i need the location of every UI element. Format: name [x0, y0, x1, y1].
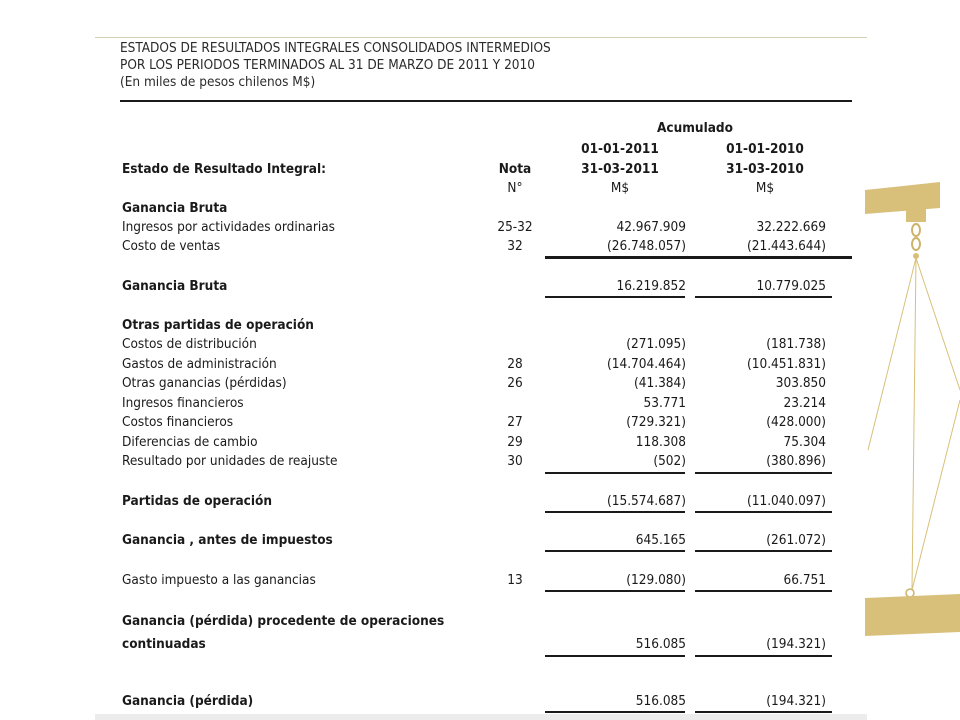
total-rule-2010	[695, 511, 832, 513]
table-row-value-2010: 303.850	[775, 375, 826, 391]
table-row-label: continuadas	[122, 636, 206, 652]
table-row-label: Ganancia (pérdida) procedente de operaciones	[122, 613, 445, 629]
col-2010-to: 31-03-2010	[726, 161, 804, 177]
total-rule-2010	[695, 550, 832, 552]
subtotal-rule-2010	[695, 472, 832, 474]
total-rule-2010	[695, 655, 832, 657]
table-row-value-2010: (10.451.831)	[747, 356, 826, 372]
table-row-label: Ganancia (pérdida)	[122, 693, 254, 709]
total-rule-2010	[695, 711, 832, 713]
table-row-value-2011: 16.219.852	[616, 278, 686, 294]
table-row-value-2010: 32.222.669	[756, 219, 826, 235]
table-row-label: Ganancia Bruta	[122, 278, 228, 294]
table-row-label: Ingresos financieros	[122, 395, 244, 411]
total-rule-2011	[545, 711, 685, 713]
statement-label: Estado de Resultado Integral:	[122, 161, 326, 177]
table-row-value-2010: 75.304	[783, 434, 826, 450]
table-row-value-2010: (194.321)	[766, 636, 826, 652]
subtotal-rule-2011	[545, 590, 685, 592]
total-rule-2011	[545, 296, 685, 298]
header-divider	[120, 100, 852, 102]
table-row-label: Partidas de operación	[122, 493, 273, 509]
col-2010-from: 01-01-2010	[726, 141, 804, 157]
table-row-value-2011: (502)	[653, 453, 686, 469]
table-row-value-2011: 516.085	[635, 636, 686, 652]
table-row-label: Diferencias de cambio	[122, 434, 258, 450]
table-row-value-2011: 118.308	[635, 434, 686, 450]
table-row-nota: 28	[507, 356, 523, 372]
subtotal-rule	[545, 256, 852, 259]
table-row-label: Otras ganancias (pérdidas)	[122, 375, 287, 391]
table-row-label: Costos de distribución	[122, 336, 257, 352]
table-row-nota: 32	[507, 238, 523, 254]
table-row-nota: 13	[507, 572, 523, 588]
report-period: POR LOS PERIODOS TERMINADOS AL 31 DE MARZO DE 2011 Y 2010	[120, 57, 535, 73]
col-2011-from: 01-01-2011	[581, 141, 659, 157]
table-row-value-2010: (428.000)	[766, 414, 826, 430]
table-row-nota: 30	[507, 453, 523, 469]
col-2011-unit: M$	[610, 180, 630, 196]
table-row-label: Otras partidas de operación	[122, 317, 314, 333]
table-row-value-2011: (15.574.687)	[607, 493, 686, 509]
table-row-value-2010: (261.072)	[766, 532, 826, 548]
col-2010-unit: M$	[755, 180, 775, 196]
report-currency-note: (En miles de pesos chilenos M$)	[120, 74, 316, 90]
table-row-label: Costos financieros	[122, 414, 234, 430]
table-row-value-2011: (129.080)	[626, 572, 686, 588]
col-2011-to: 31-03-2011	[581, 161, 659, 177]
scales-of-justice-icon	[860, 180, 960, 640]
nota-number-header: N°	[507, 180, 523, 196]
table-row-value-2011: 53.771	[643, 395, 686, 411]
table-row-value-2010: (181.738)	[766, 336, 826, 352]
table-row-label: Resultado por unidades de reajuste	[122, 453, 338, 469]
subtotal-rule-2010	[695, 590, 832, 592]
table-row-label: Gastos de administración	[122, 356, 277, 372]
table-row-label: Costo de ventas	[122, 238, 221, 254]
table-row-value-2011: (14.704.464)	[607, 356, 686, 372]
table-row-nota: 26	[507, 375, 523, 391]
total-rule-2011	[545, 511, 685, 513]
table-row-value-2011: 645.165	[635, 532, 686, 548]
acumulado-header: Acumulado	[657, 120, 733, 136]
top-divider	[95, 37, 867, 38]
table-row-value-2010: (11.040.097)	[747, 493, 826, 509]
table-row-value-2011: (271.095)	[626, 336, 686, 352]
table-row-value-2010: (21.443.644)	[747, 238, 826, 254]
table-row-value-2010: (380.896)	[766, 453, 826, 469]
total-rule-2011	[545, 550, 685, 552]
table-row-value-2011: 42.967.909	[616, 219, 686, 235]
table-row-value-2011: (41.384)	[634, 375, 686, 391]
table-row-label: Gasto impuesto a las ganancias	[122, 572, 316, 588]
table-row-value-2010: (194.321)	[766, 693, 826, 709]
nota-header: Nota	[498, 161, 532, 177]
table-row-label: Ganancia , antes de impuestos	[122, 532, 333, 548]
table-row-nota: 29	[507, 434, 523, 450]
total-rule-2011	[545, 655, 685, 657]
table-row-value-2010: 23.214	[783, 395, 826, 411]
report-header	[120, 40, 551, 91]
subtotal-rule-2011	[545, 472, 685, 474]
total-rule-2010	[695, 296, 832, 298]
table-row-nota: 27	[507, 414, 523, 430]
table-row-value-2010: 10.779.025	[756, 278, 826, 294]
table-row-label: Ganancia Bruta	[122, 200, 228, 216]
table-row-value-2011: 516.085	[635, 693, 686, 709]
table-row-value-2011: (729.321)	[626, 414, 686, 430]
table-row-nota: 25-32	[497, 219, 533, 235]
footer-band	[95, 714, 867, 720]
report-title: ESTADOS DE RESULTADOS INTEGRALES CONSOLIDADOS INTERMEDIOS	[120, 40, 551, 56]
table-row-value-2010: 66.751	[783, 572, 826, 588]
table-row-value-2011: (26.748.057)	[607, 238, 686, 254]
table-row-label: Ingresos por actividades ordinarias	[122, 219, 335, 235]
